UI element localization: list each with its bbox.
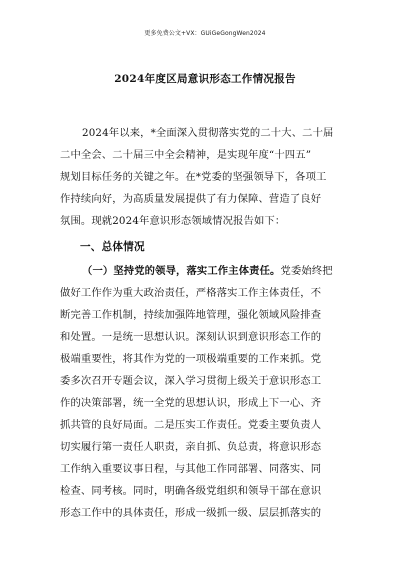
intro-line-2: 二中全会、二十届三中全会精神，是实现年度“十四五” [60,149,312,161]
subsection-line-5: 委多次召开专题会议，深入学习贯彻上级关于意识形态工 [60,375,322,387]
subsection-line-3: 和处置。一是统一思想认识。深刻认识到意识形态工作的 [60,331,322,343]
section-heading-overall: 一、总体情况 [80,241,145,253]
intro-line-4: 作持续向好，为高质量发展提供了有力保障、营造了良好 [60,193,322,205]
document-title: 2024年度区局意识形态工作情况报告 [114,73,296,85]
subsection-line-7: 抓共管的良好局面。二是压实工作责任。党委主要负责人 [60,419,322,431]
subsection-line-8: 切实履行第一责任人职责，亲自抓、负总责，将意识形态 [60,441,322,453]
subsection-paragraph [60,260,356,524]
intro-paragraph [60,122,356,232]
intro-line-5: 氛围。现就2024年意识形态领域情况报告如下： [60,215,286,227]
header-note: 更多免费公文+VX：GUiGeGongWen2024 [144,30,266,37]
subsection-first-line-rest: 党委始终把 [280,265,333,277]
intro-line-1: 2024年以来，*全面深入贯彻落实党的二十大、二十届 [82,127,334,139]
subsection-line-4: 极端重要性，将其作为党的一项极端重要的工作来抓。党 [60,353,322,365]
subsection-line-1: 做好工作作为重大政治责任，严格落实工作主体责任，不 [60,287,322,299]
subsection-line-2: 断完善工作机制，持续加强阵地管理，强化领域风险排查 [60,309,322,321]
subsection-line-6: 作的决策部署，统一全党的思想认识，形成上下一心、齐 [60,397,322,409]
subsection-heading: （一）坚持党的领导，落实工作主体责任。 [82,265,281,277]
subsection-line-9: 工作纳入重要议事日程，与其他工作同部署、同落实、同 [60,463,322,475]
subsection-line-11: 形态工作中的具体责任，形成一级抓一级、层层抓落实的 [60,507,322,519]
subsection-line-10: 检查、同考核。同时，明确各级党组织和领导干部在意识 [60,485,322,497]
subsection-first-line [60,260,356,282]
intro-line-3: 规划目标任务的关键之年。在*党委的坚强领导下，各项工 [60,171,327,183]
